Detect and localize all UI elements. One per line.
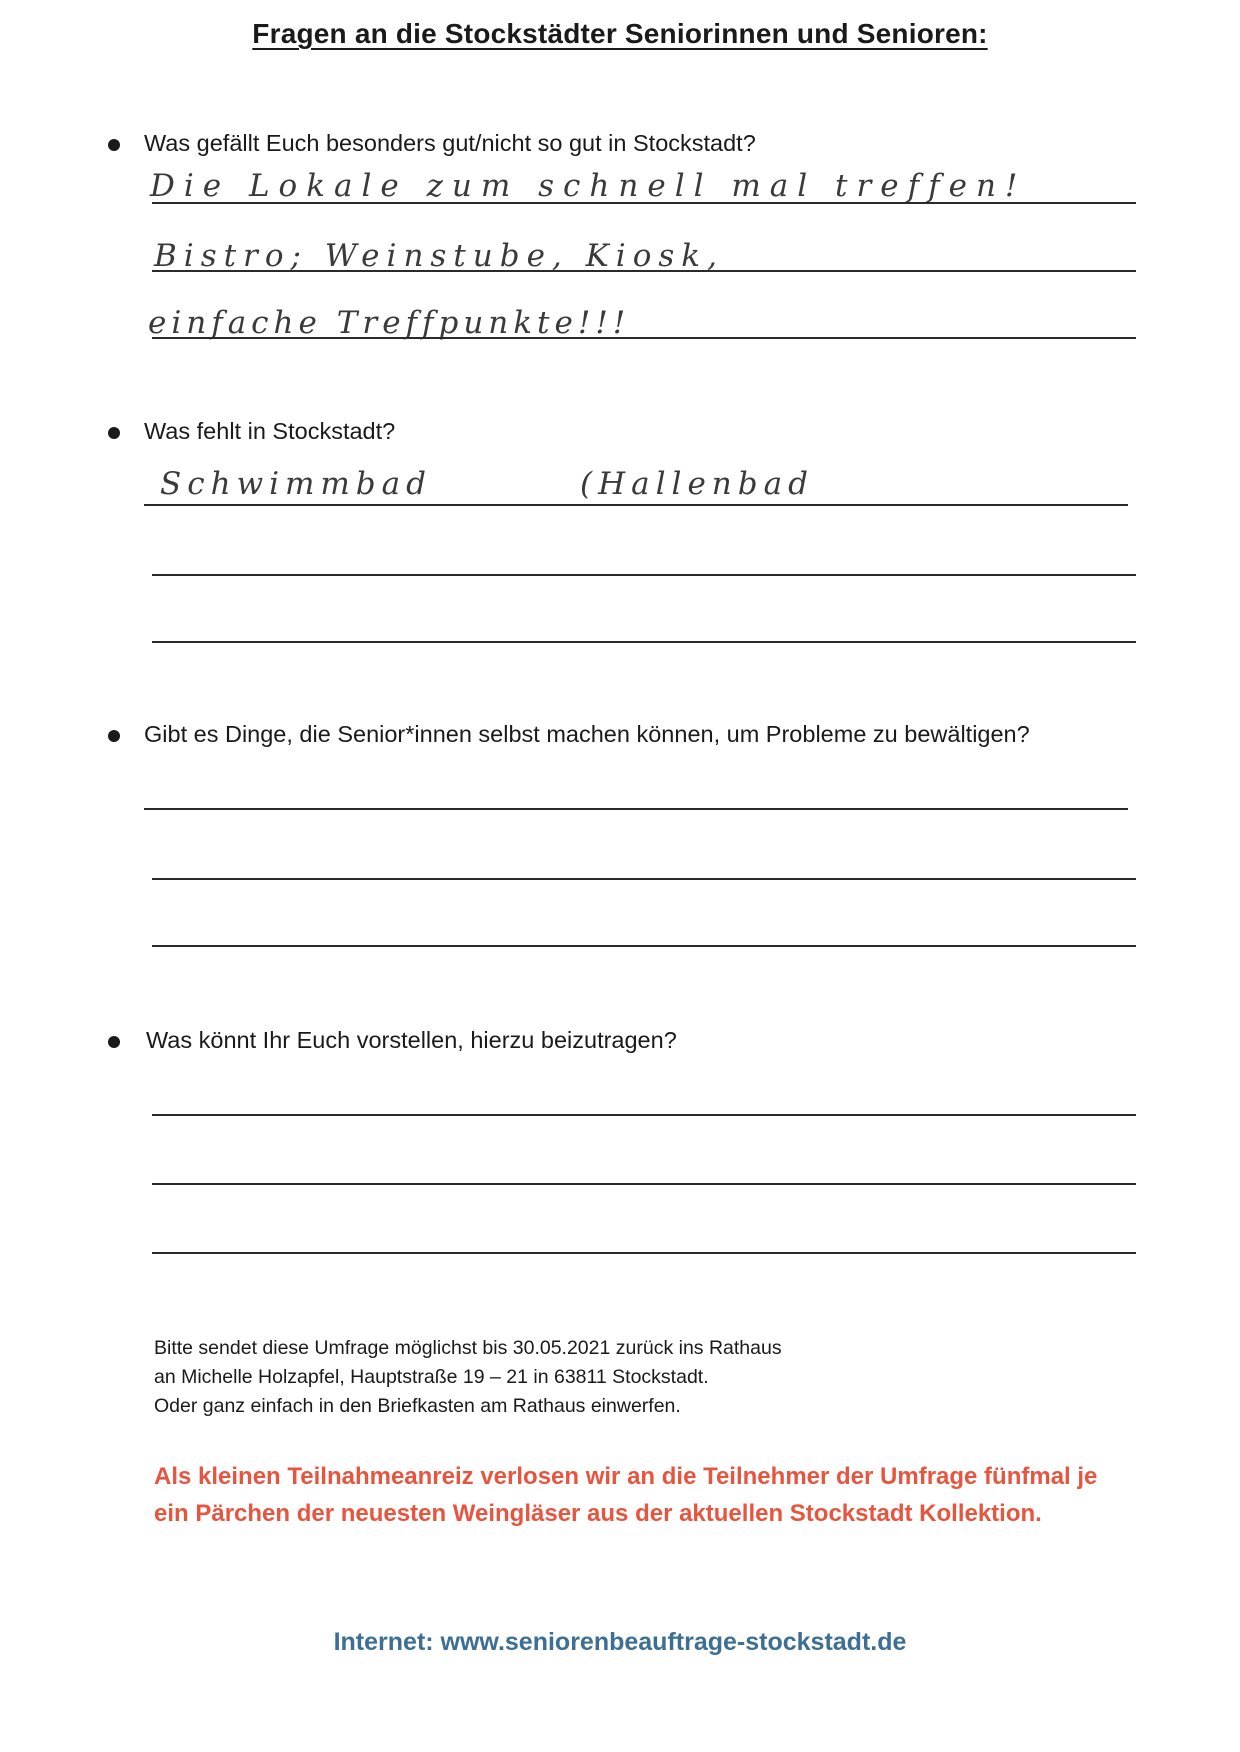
- answer-2-part-1: Schwimmbad: [160, 466, 432, 502]
- answer-1-line-1: Die Lokale zum schnell mal treffen!: [150, 168, 1027, 204]
- bullet-icon: [108, 427, 120, 439]
- info-line: Oder ganz einfach in den Briefkasten am Rathaus einwerfen.: [154, 1395, 681, 1417]
- answer-line[interactable]: [152, 202, 1136, 204]
- bullet-icon: [108, 730, 120, 742]
- info-line: Bitte sendet diese Umfrage möglichst bis 30.05.2021 zurück ins Rathaus: [154, 1337, 782, 1359]
- answer-1-line-3: einfache Treffpunkte!!!: [148, 305, 631, 341]
- answer-line[interactable]: [152, 270, 1136, 272]
- bullet-icon: [108, 1036, 120, 1048]
- answer-1-line-2: Bistro; Weinstube, Kiosk,: [154, 238, 724, 274]
- answer-line[interactable]: [152, 878, 1136, 880]
- answer-line[interactable]: [152, 945, 1136, 947]
- answer-2-part-2: (Hallenbad: [580, 466, 814, 502]
- raffle-line: ein Pärchen der neuesten Weingläser aus der aktuellen Stockstadt Kollektion.: [154, 1500, 1042, 1527]
- answer-line[interactable]: [144, 504, 1128, 506]
- question-2: Was fehlt in Stockstadt?: [144, 418, 396, 444]
- bullet-icon: [108, 139, 120, 151]
- answer-line[interactable]: [144, 808, 1128, 810]
- info-line: an Michelle Holzapfel, Hauptstraße 19 – 21 in 63811 Stockstadt.: [154, 1366, 709, 1388]
- answer-line[interactable]: [152, 1114, 1136, 1116]
- question-4: Was könnt Ihr Euch vorstellen, hierzu beizutragen?: [146, 1027, 677, 1053]
- question-1: Was gefällt Euch besonders gut/nicht so gut in Stockstadt?: [144, 130, 756, 156]
- question-3: Gibt es Dinge, die Senior*innen selbst machen können, um Probleme zu bewältigen?: [144, 721, 1030, 747]
- answer-line[interactable]: [152, 641, 1136, 643]
- page-title: Fragen an die Stockstädter Seniorinnen und Senioren:: [252, 18, 988, 49]
- answer-line[interactable]: [152, 574, 1136, 576]
- raffle-notice: [154, 1458, 1164, 1532]
- answer-line[interactable]: [152, 337, 1136, 339]
- answer-line[interactable]: [152, 1252, 1136, 1254]
- answer-line[interactable]: [152, 1183, 1136, 1185]
- return-instructions: [154, 1334, 782, 1421]
- website-link[interactable]: Internet: www.seniorenbeauftrage-stockstadt.de: [333, 1628, 907, 1656]
- raffle-line: Als kleinen Teilnahmeanreiz verlosen wir an die Teilnehmer der Umfrage fünfmal je: [154, 1463, 1098, 1490]
